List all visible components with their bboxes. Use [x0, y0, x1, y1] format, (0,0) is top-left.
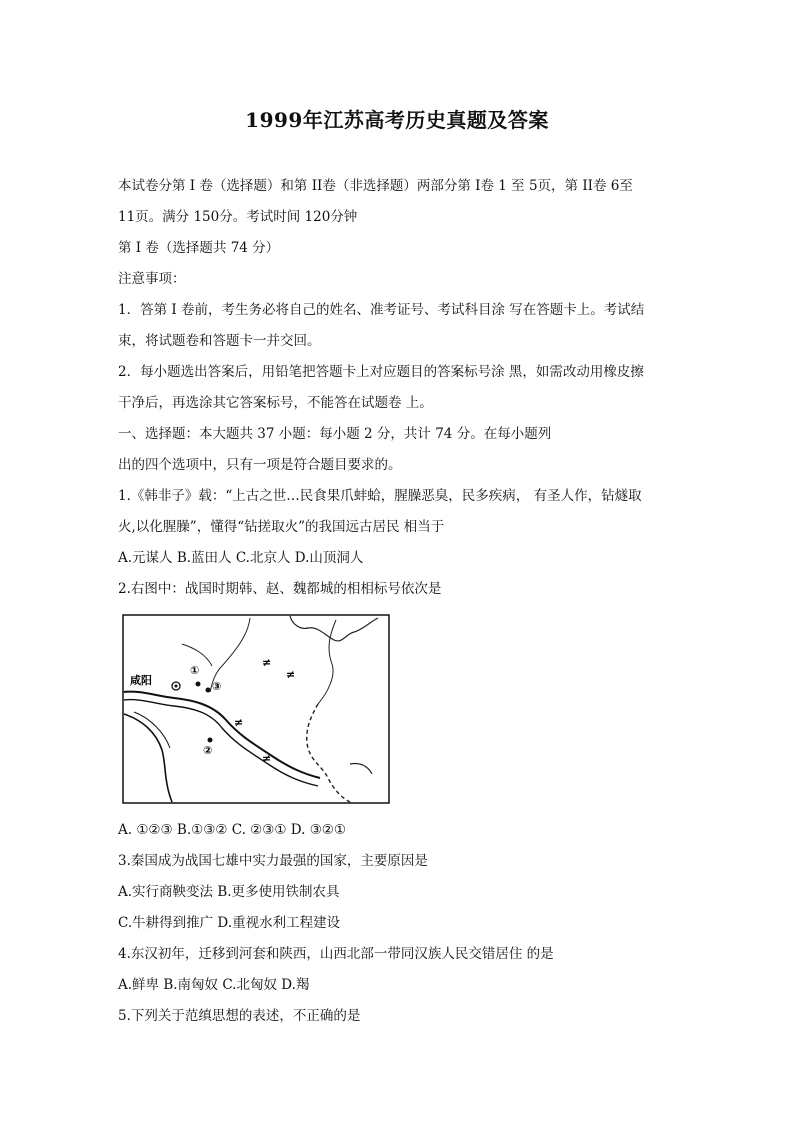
warring-states-map	[122, 614, 390, 804]
map-city-2-dot	[208, 738, 213, 743]
map-city-3-dot	[206, 688, 211, 693]
map-river-sign-2: ≠	[286, 668, 296, 681]
q4-stem: 4.东汉初年，迁移到河套和陕西，山西北部一带同汉族人民交错居住 的是	[118, 946, 554, 962]
part1-heading: 第 I 卷（选择题共 74 分）	[118, 240, 280, 256]
q3-stem: 3.秦国成为战国七雄中实力最强的国家，主要原因是	[118, 853, 428, 869]
q4-options: A.鲜卑 B.南匈奴 C.北匈奴 D.羯	[118, 977, 310, 993]
intro-line-1: 本试卷分第 I 卷（选择题）和第 II卷（非选择题）两部分第 I卷 1 至 5页，第 II卷 6至	[118, 178, 633, 194]
intro-line-2: 11页。满分 150分。考试时间 120分钟	[118, 209, 358, 225]
notice-heading: 注意事项：	[118, 271, 186, 287]
q1-stem-2: 火,以化腥臊”，懂得“钻搓取火”的我国远古居民 相当于	[118, 519, 445, 535]
map-drawing	[122, 614, 390, 804]
map-city-label: 咸阳	[130, 674, 152, 687]
q3-options-1: A.实行商鞅变法 B.更多使用铁制农具	[118, 884, 340, 900]
q5-stem: 5.下列关于范缜思想的表述，不正确的是	[118, 1008, 361, 1024]
section-heading-2: 出的四个选项中，只有一项是符合题目要求的。	[118, 457, 402, 473]
map-city-1-dot	[196, 682, 201, 687]
map-river-sign-1: ≠	[262, 656, 272, 669]
section-heading-1: 一、选择题：本大题共 37 小题：每小题 2 分，共计 74 分。在每小题列	[118, 426, 552, 442]
page-title: 1999年江苏高考历史真题及答案	[245, 108, 549, 132]
notice-1a: 1．答第 I 卷前，考生务必将自己的姓名、准考证号、考试科目涂 写在答题卡上。考试结	[118, 302, 645, 318]
map-frame	[123, 615, 389, 803]
notice-1b: 束，将试题卷和答题卡一并交回。	[118, 333, 321, 349]
notice-2a: 2．每小题选出答案后，用铅笔把答题卡上对应题目的答案标号涂 黑，如需改动用橡皮擦	[118, 364, 644, 380]
map-marker-3: ③	[212, 680, 222, 693]
map-river-sign-4: ≠	[262, 752, 272, 765]
q3-options-2: C.牛耕得到推广 D.重视水利工程建设	[118, 915, 341, 931]
notice-2b: 干净后，再选涂其它答案标号，不能答在试题卷 上。	[118, 395, 433, 411]
q1-options: A.元谋人 B.蓝田人 C.北京人 D.山顶洞人	[118, 550, 364, 566]
q2-options: A. ①②③ B.①③② C. ②③① D. ③②①	[118, 822, 347, 838]
q2-stem: 2.右图中：战国时期韩、赵、魏都城的相相标号依次是	[118, 581, 442, 597]
q1-stem-1: 1.《韩非子》载：“上古之世…民食果爪蚌蛤，腥臊恶臭，民多疾病， 有圣人作，钻燧取	[118, 488, 642, 504]
map-marker-2: ②	[203, 744, 213, 757]
map-capital-dot	[175, 685, 178, 688]
map-river-sign-3: ≠	[234, 716, 244, 729]
map-marker-1: ①	[190, 664, 200, 677]
